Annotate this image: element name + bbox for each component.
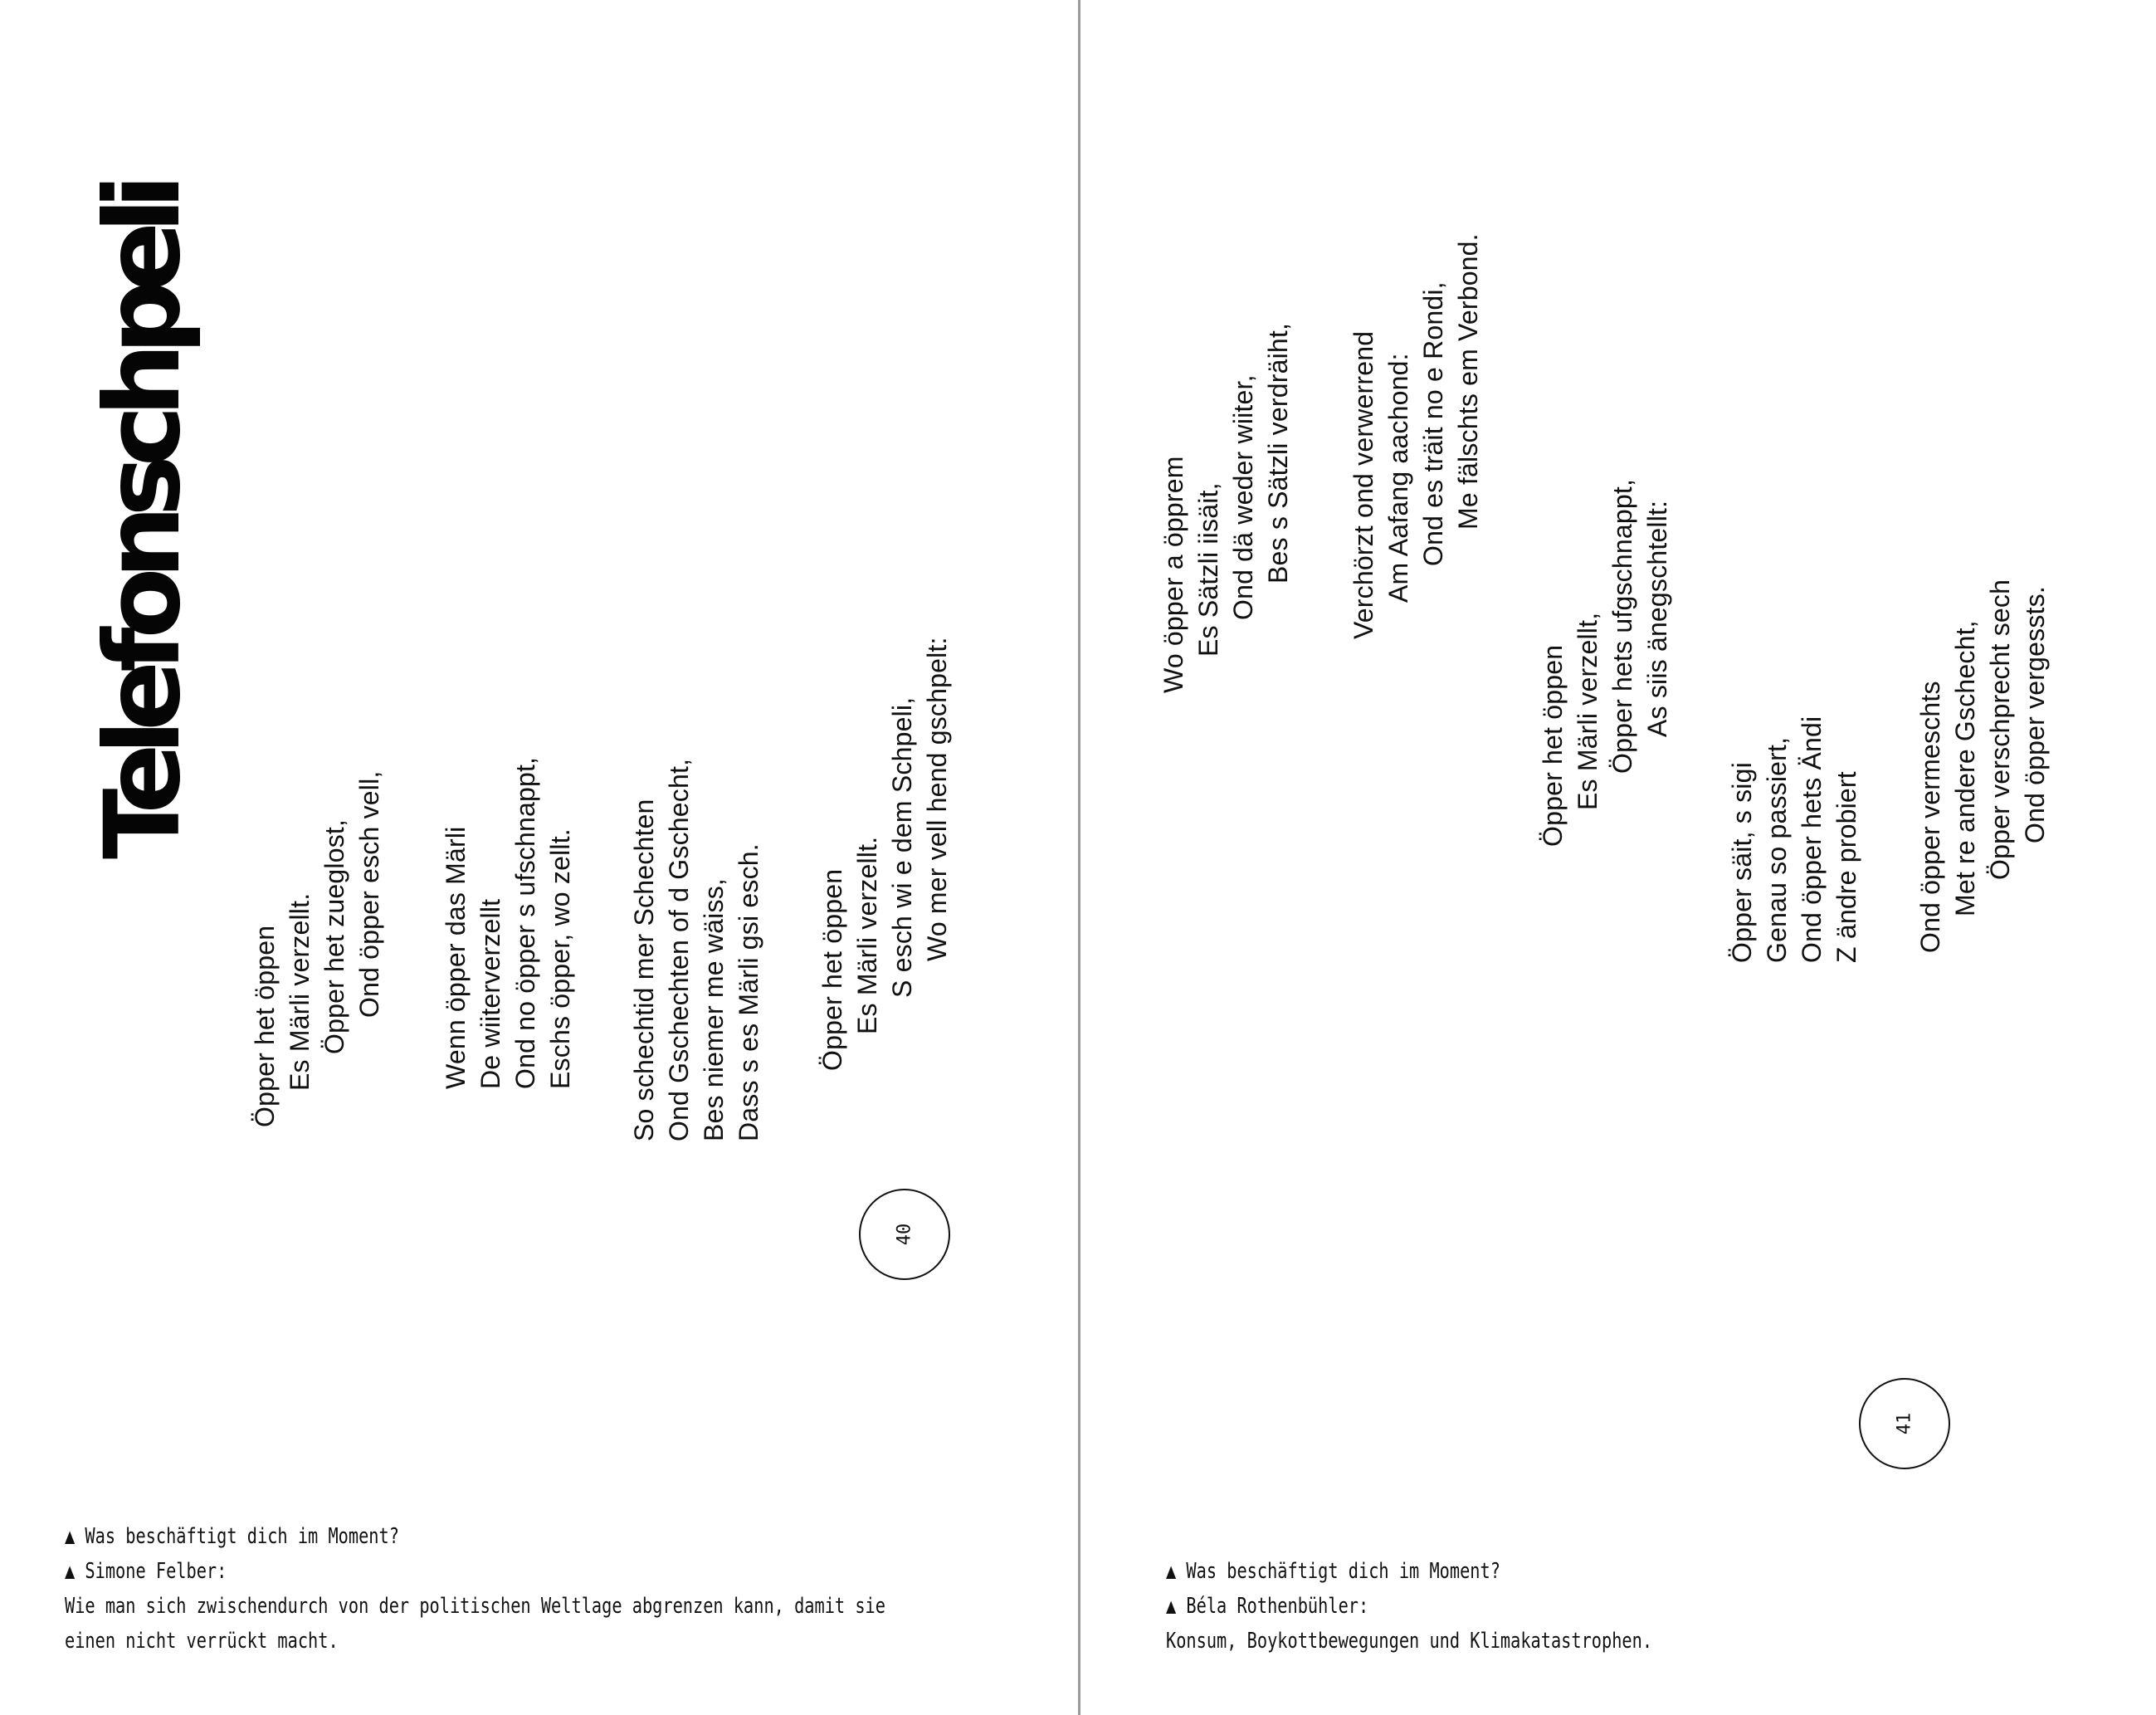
verse-line: Bes niemer me wäiss, xyxy=(699,878,729,1141)
verse-line: Me fälschts em Verbond. xyxy=(1453,233,1483,530)
stanza-4 xyxy=(815,637,954,1071)
verse-line: Ond no öpper s ufschnappt, xyxy=(510,756,540,1089)
verse-line: Öpper hets ufgschnappt, xyxy=(1607,478,1637,774)
verse-line: Es Sätzli iisäit, xyxy=(1193,482,1223,657)
page-gutter xyxy=(1078,0,1080,1715)
verse-line: Wo öpper a öpprem xyxy=(1158,456,1188,693)
verse-line: Öpper het öppen xyxy=(817,868,847,1071)
stanza-2 xyxy=(438,757,578,1089)
verse-line: So schechtid mer Schechten xyxy=(629,799,659,1141)
poem-title-text: Telefonschpeli xyxy=(83,185,203,859)
verse-line: Ond öpper vermeschts xyxy=(1915,681,1945,953)
interview-question: ▲ Was beschäftigt dich im Moment? xyxy=(65,1524,399,1549)
stanza-1 xyxy=(247,771,387,1128)
interview-left xyxy=(65,1519,885,1659)
poem-title xyxy=(83,185,203,859)
verse-line: Öpper het öppen xyxy=(250,925,280,1127)
verse-line: Bes s Sätzli verdräiht, xyxy=(1263,322,1293,584)
verse-line: Eschs öpper, wo zellt. xyxy=(545,828,575,1089)
verse-line: As siis änegschtellt: xyxy=(1642,500,1672,737)
verse-line: Wo mer vell hend gschpelt: xyxy=(922,637,952,961)
verse-line: Dass s es Märli gsi esch. xyxy=(734,843,763,1141)
verse-line: S esch wi e dem Schpeli, xyxy=(887,696,917,998)
verse-line: Ond es träit no e Rondi, xyxy=(1418,281,1448,566)
interview-question: ▲ Was beschäftigt dich im Moment? xyxy=(1166,1559,1500,1584)
verse-line: Wenn öpper das Märli xyxy=(441,826,471,1089)
verse-line: Öpper het öppen xyxy=(1538,644,1568,847)
verse-line: Ond dä weder wiiter, xyxy=(1228,374,1258,620)
verse-line: Öpper het zueglost, xyxy=(319,818,349,1054)
interview-answer: einen nicht verrückt macht. xyxy=(65,1629,339,1654)
page-number-text: 40 xyxy=(894,1223,915,1246)
interview-right xyxy=(1166,1554,1652,1659)
verse-line: Ond Gschechten of d Gschecht, xyxy=(664,758,694,1141)
stanza-5 xyxy=(1156,323,1295,693)
interview-person: ▲ Simone Felber: xyxy=(65,1559,227,1584)
stanza-7 xyxy=(1535,479,1675,847)
verse-line: Verchörzt ond verwerrend xyxy=(1349,330,1378,639)
verse-line: Ond öpper vergessts. xyxy=(2020,586,2050,843)
stanza-3 xyxy=(627,759,766,1141)
verse-line: Ond öpper esch vell, xyxy=(354,770,384,1018)
verse-line: Öpper säit, s sigi xyxy=(1727,762,1757,963)
verse-line: Z ändre probiert xyxy=(1832,771,1861,963)
stanza-8 xyxy=(1724,716,1864,963)
page-number-text: 41 xyxy=(1894,1412,1915,1435)
page-number-41 xyxy=(1859,1378,1950,1469)
verse-line: Es Märli verzellt. xyxy=(852,836,882,1034)
interview-person: ▲ Béla Rothenbühler: xyxy=(1166,1594,1369,1619)
interview-answer: Wie man sich zwischendurch von der politischen Weltlage abgrenzen kann, damit sie xyxy=(65,1594,885,1619)
verse-line: Met re andere Gschecht, xyxy=(1950,620,1980,916)
stanza-9 xyxy=(1913,579,2052,953)
verse-line: Ond öpper hets Ändi xyxy=(1797,716,1827,963)
interview-answer: Konsum, Boykottbewegungen und Klimakatastrophen. xyxy=(1166,1629,1653,1654)
verse-line: Es Märli verzellt, xyxy=(1573,612,1602,810)
verse-line: Öpper verschprecht sech xyxy=(1985,579,2015,880)
verse-line: Es Märli verzellt. xyxy=(285,892,315,1091)
stanza-6 xyxy=(1346,233,1485,639)
verse-line: Am Aafang aachond: xyxy=(1383,353,1413,603)
page-number-40 xyxy=(859,1189,950,1280)
verse-line: Genau so passiert, xyxy=(1762,736,1792,963)
verse-line: De wiiterverzellt xyxy=(476,898,505,1089)
